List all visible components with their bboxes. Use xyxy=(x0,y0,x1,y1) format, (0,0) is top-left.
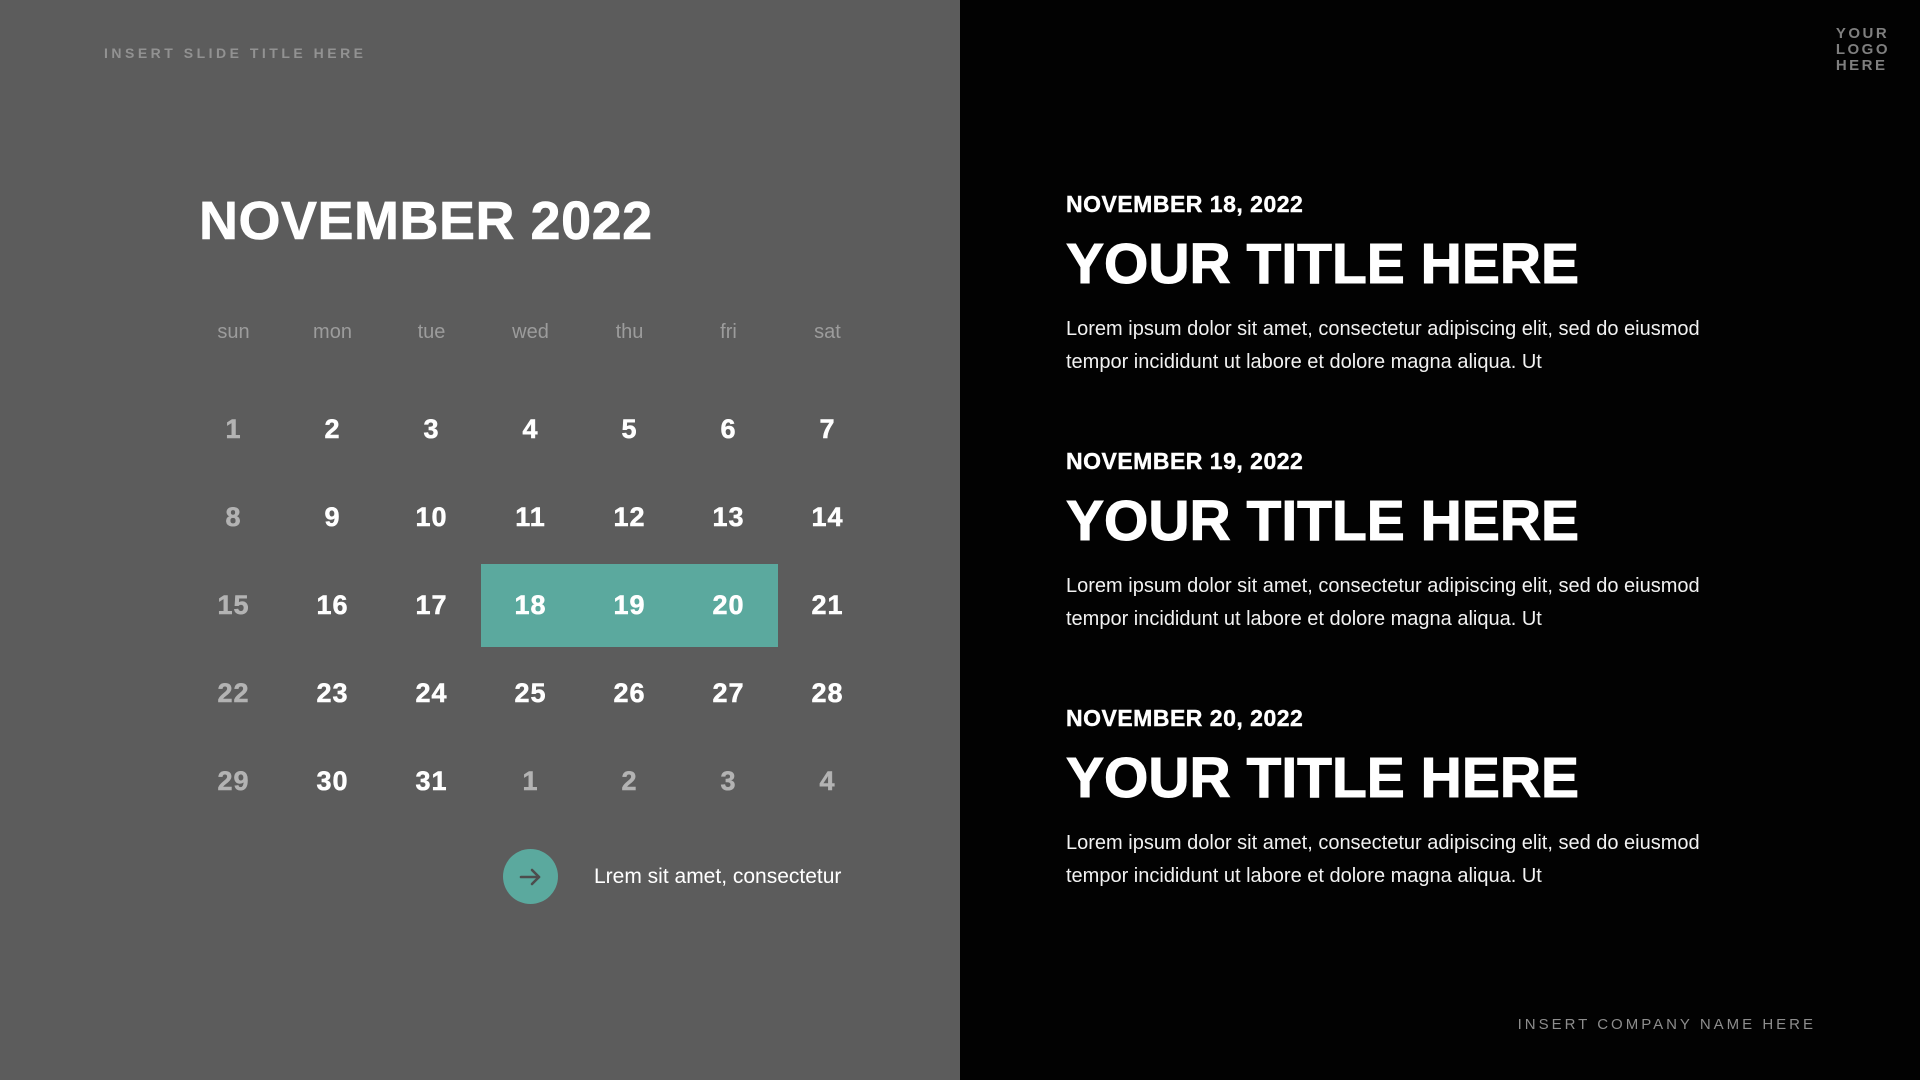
day-header-fri: fri xyxy=(720,321,737,343)
calendar-day-11[interactable]: 11 xyxy=(515,501,546,532)
calendar-day-5[interactable]: 5 xyxy=(621,413,638,444)
event-body: Lorem ipsum dolor sit amet, consectetur adipiscing elit, sed do eiusmod tempor incididunt ut labore et dolore magna aliqua. Ut xyxy=(1066,318,1700,373)
event-body: Lorem ipsum dolor sit amet, consectetur adipiscing elit, sed do eiusmod tempor incididunt ut labore et dolore magna aliqua. Ut xyxy=(1066,832,1700,887)
calendar-month-title: NOVEMBER 2022 xyxy=(199,191,653,251)
calendar-day-17[interactable]: 17 xyxy=(415,589,448,620)
calendar-day-27[interactable]: 27 xyxy=(712,677,745,708)
calendar-day-4[interactable]: 4 xyxy=(819,765,836,796)
calendar-day-13[interactable]: 13 xyxy=(712,501,745,532)
cta-label: Lrem sit amet, consectetur xyxy=(594,864,842,888)
calendar-day-22[interactable]: 22 xyxy=(217,677,250,708)
logo-line-1: YOUR xyxy=(1835,25,1890,42)
cta-row xyxy=(503,849,841,904)
calendar-day-23[interactable]: 23 xyxy=(316,677,349,708)
company-name-placeholder[interactable]: INSERT COMPANY NAME HERE xyxy=(1517,1016,1816,1033)
calendar-day-29[interactable]: 29 xyxy=(217,765,250,796)
calendar-day-4[interactable]: 4 xyxy=(522,413,539,444)
calendar-day-2[interactable]: 2 xyxy=(621,765,638,796)
slide-title-placeholder[interactable]: INSERT SLIDE TITLE HERE xyxy=(104,45,367,61)
logo-line-2: LOGO xyxy=(1835,41,1890,58)
day-header-sat: sat xyxy=(814,321,841,343)
event-list xyxy=(1066,190,1756,961)
calendar-day-24[interactable]: 24 xyxy=(415,677,448,708)
arrow-button[interactable] xyxy=(503,849,558,904)
day-header-mon: mon xyxy=(313,321,352,343)
calendar-day-12[interactable]: 12 xyxy=(613,501,646,532)
logo-line-3: HERE xyxy=(1835,57,1888,74)
event-title: YOUR TITLE HERE xyxy=(1066,489,1580,553)
calendar-day-30[interactable]: 30 xyxy=(316,765,349,796)
calendar-day-6[interactable]: 6 xyxy=(720,413,737,444)
event-title: YOUR TITLE HERE xyxy=(1066,232,1580,296)
calendar-day-14[interactable]: 14 xyxy=(811,501,844,532)
event-item-nov-20 xyxy=(1066,704,1756,893)
calendar-day-25[interactable]: 25 xyxy=(514,677,547,708)
calendar-day-18-selected[interactable]: 18 xyxy=(481,564,580,647)
calendar-day-16[interactable]: 16 xyxy=(316,589,349,620)
calendar-day-1[interactable]: 1 xyxy=(522,765,539,796)
calendar-day-19-selected[interactable]: 19 xyxy=(580,564,679,647)
calendar-day-26[interactable]: 26 xyxy=(613,677,646,708)
calendar-day-15[interactable]: 15 xyxy=(217,589,250,620)
day-header-wed: wed xyxy=(512,321,549,343)
calendar-day-1[interactable]: 1 xyxy=(225,413,242,444)
event-title: YOUR TITLE HERE xyxy=(1066,746,1580,810)
day-header-tue: tue xyxy=(417,321,446,343)
calendar-day-9[interactable]: 9 xyxy=(324,501,341,532)
calendar-day-8[interactable]: 8 xyxy=(225,501,242,532)
event-body: Lorem ipsum dolor sit amet, consectetur adipiscing elit, sed do eiusmod tempor incididunt ut labore et dolore magna aliqua. Ut xyxy=(1066,575,1700,630)
calendar-day-21[interactable]: 21 xyxy=(811,589,844,620)
calendar-day-3[interactable]: 3 xyxy=(423,413,440,444)
calendar-day-31[interactable]: 31 xyxy=(415,765,448,796)
logo-placeholder[interactable] xyxy=(1836,26,1890,74)
calendar-grid xyxy=(184,312,877,825)
calendar-day-28[interactable]: 28 xyxy=(811,677,844,708)
event-item-nov-19 xyxy=(1066,447,1756,636)
event-item-nov-18 xyxy=(1066,190,1756,379)
calendar-day-3[interactable]: 3 xyxy=(720,765,737,796)
calendar-day-20-selected[interactable]: 20 xyxy=(679,564,778,647)
calendar-day-7[interactable]: 7 xyxy=(819,413,836,444)
event-date: NOVEMBER 18, 2022 xyxy=(1066,191,1304,217)
events-panel xyxy=(960,0,1920,1080)
calendar-day-2[interactable]: 2 xyxy=(324,413,341,444)
right-arrow-icon xyxy=(518,866,544,888)
calendar-day-10[interactable]: 10 xyxy=(415,501,448,532)
day-header-sun: sun xyxy=(217,321,250,343)
event-date: NOVEMBER 19, 2022 xyxy=(1066,448,1304,474)
event-date: NOVEMBER 20, 2022 xyxy=(1066,705,1304,731)
day-header-thu: thu xyxy=(615,321,644,343)
